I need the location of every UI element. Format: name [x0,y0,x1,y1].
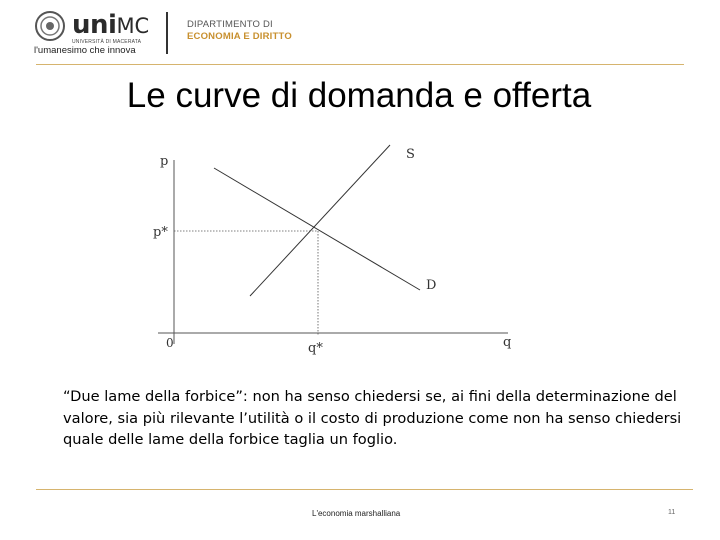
demand-label: D [426,278,437,293]
q-star-label: q* [308,341,323,356]
page-number: 11 [668,509,676,516]
p-star-label: p* [153,225,168,240]
department-line-1: DIPARTIMENTO DI [187,19,273,30]
supply-curve [250,145,390,296]
logo-subtitle: UNIVERSITÀ DI MACERATA [72,39,142,45]
header-separator [166,12,168,54]
x-axis-label: q [503,335,512,350]
supply-demand-diagram [148,140,528,360]
y-axis-label: p [160,154,169,169]
slide-title: Le curve di domanda e offerta [126,76,592,115]
university-seal-icon [34,10,66,42]
header-rule [36,64,684,65]
department-name [187,19,292,43]
logo-tagline: l'umanesimo che innova [34,45,136,56]
footer-text: L'economia marshalliana [312,509,401,518]
department-line-2: ECONOMIA E DIRITTO [187,31,292,42]
logo-wordmark: uniMC [72,10,150,40]
supply-label: S [406,147,415,162]
quote-text: “Due lame della forbice”: non ha senso chiedersi se, ai fini della determinazione del valore, sia più rilevante l’utilità o il costo di produzione come non ha senso chiedersi quale delle lame della forbice taglia un foglio. [63,388,682,448]
university-logo [34,10,164,56]
origin-label: 0 [166,336,174,350]
demand-curve [214,168,420,290]
footer-rule [36,489,693,490]
